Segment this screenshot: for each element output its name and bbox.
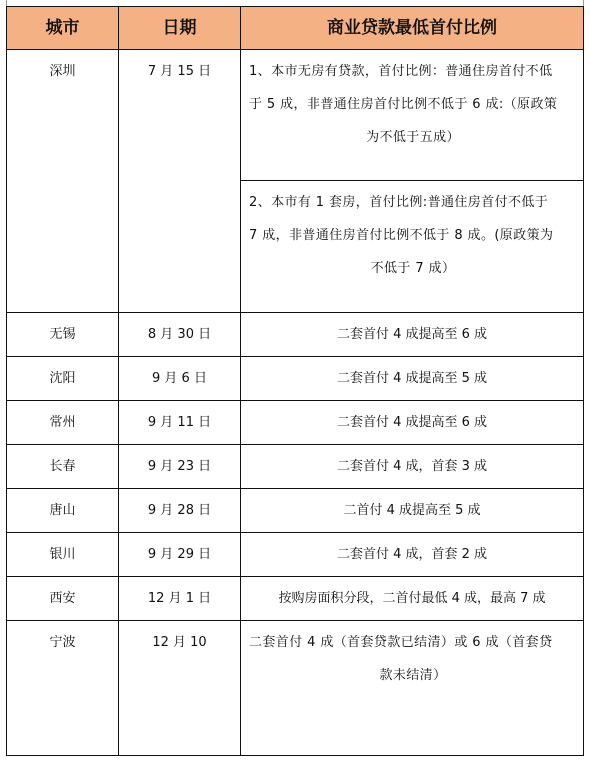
cell-date: 9 月 23 日 <box>119 445 241 489</box>
table-row <box>7 357 584 401</box>
table-row-shenzhen <box>7 50 584 181</box>
cell-city: 银川 <box>7 533 119 577</box>
cell-date: 9 月 6 日 <box>119 357 241 401</box>
table-header-row <box>7 7 584 50</box>
crop-mark-right <box>583 0 590 6</box>
cell-policy: 二套首付 4 成提高至 6 成 <box>241 313 584 357</box>
cell-policy <box>241 621 584 756</box>
policy-line: 为不低于五成） <box>366 130 460 145</box>
table-row <box>7 533 584 577</box>
cell-city: 长春 <box>7 445 119 489</box>
cell-date: 9 月 29 日 <box>119 533 241 577</box>
cell-city: 深圳 <box>7 50 119 313</box>
cell-date: 12 月 10 <box>119 621 241 756</box>
cell-date: 7 月 15 日 <box>119 50 241 313</box>
cell-policy <box>241 50 584 181</box>
policy-line: 1、本市无房有贷款，首付比例：普通住房首付不低 <box>249 64 553 79</box>
cell-city: 无锡 <box>7 313 119 357</box>
policy-line: 不低于 7 成） <box>370 261 456 276</box>
policy-line: 2、本市有 1 套房，首付比例:普通住房首付不低于 <box>249 195 549 210</box>
cell-city: 唐山 <box>7 489 119 533</box>
cell-policy <box>241 181 584 313</box>
cell-city: 常州 <box>7 401 119 445</box>
cell-policy: 二套首付 4 成，首套 3 成 <box>241 445 584 489</box>
header-city: 城市 <box>7 7 119 50</box>
cell-date: 8 月 30 日 <box>119 313 241 357</box>
cell-city: 宁波 <box>7 621 119 756</box>
header-policy: 商业贷款最低首付比例 <box>241 7 584 50</box>
table-row <box>7 577 584 621</box>
header-date: 日期 <box>119 7 241 50</box>
policy-line: 二套首付 4 成（首套贷款已结清）或 6 成（首套贷 <box>249 635 553 650</box>
policy-line: 7 成，非普通住房首付比例不低于 8 成。(原政策为 <box>249 228 554 243</box>
policy-line: 于 5 成，非普通住房首付比例不低于 6 成:（原政策 <box>249 97 558 112</box>
table-row <box>7 489 584 533</box>
cell-date: 9 月 11 日 <box>119 401 241 445</box>
cell-policy: 二首付 4 成提高至 5 成 <box>241 489 584 533</box>
table-row <box>7 401 584 445</box>
cell-policy: 按购房面积分段，二首付最低 4 成，最高 7 成 <box>241 577 584 621</box>
cell-city: 西安 <box>7 577 119 621</box>
cell-policy: 二套首付 4 成提高至 6 成 <box>241 401 584 445</box>
table-row <box>7 445 584 489</box>
policy-table <box>6 6 584 756</box>
policy-line: 款未结清） <box>379 668 447 683</box>
cell-policy: 二套首付 4 成提高至 5 成 <box>241 357 584 401</box>
cell-city: 沈阳 <box>7 357 119 401</box>
table-row <box>7 313 584 357</box>
cell-date: 12 月 1 日 <box>119 577 241 621</box>
table-row-ningbo <box>7 621 584 756</box>
cell-date: 9 月 28 日 <box>119 489 241 533</box>
cell-policy: 二套首付 4 成，首套 2 成 <box>241 533 584 577</box>
